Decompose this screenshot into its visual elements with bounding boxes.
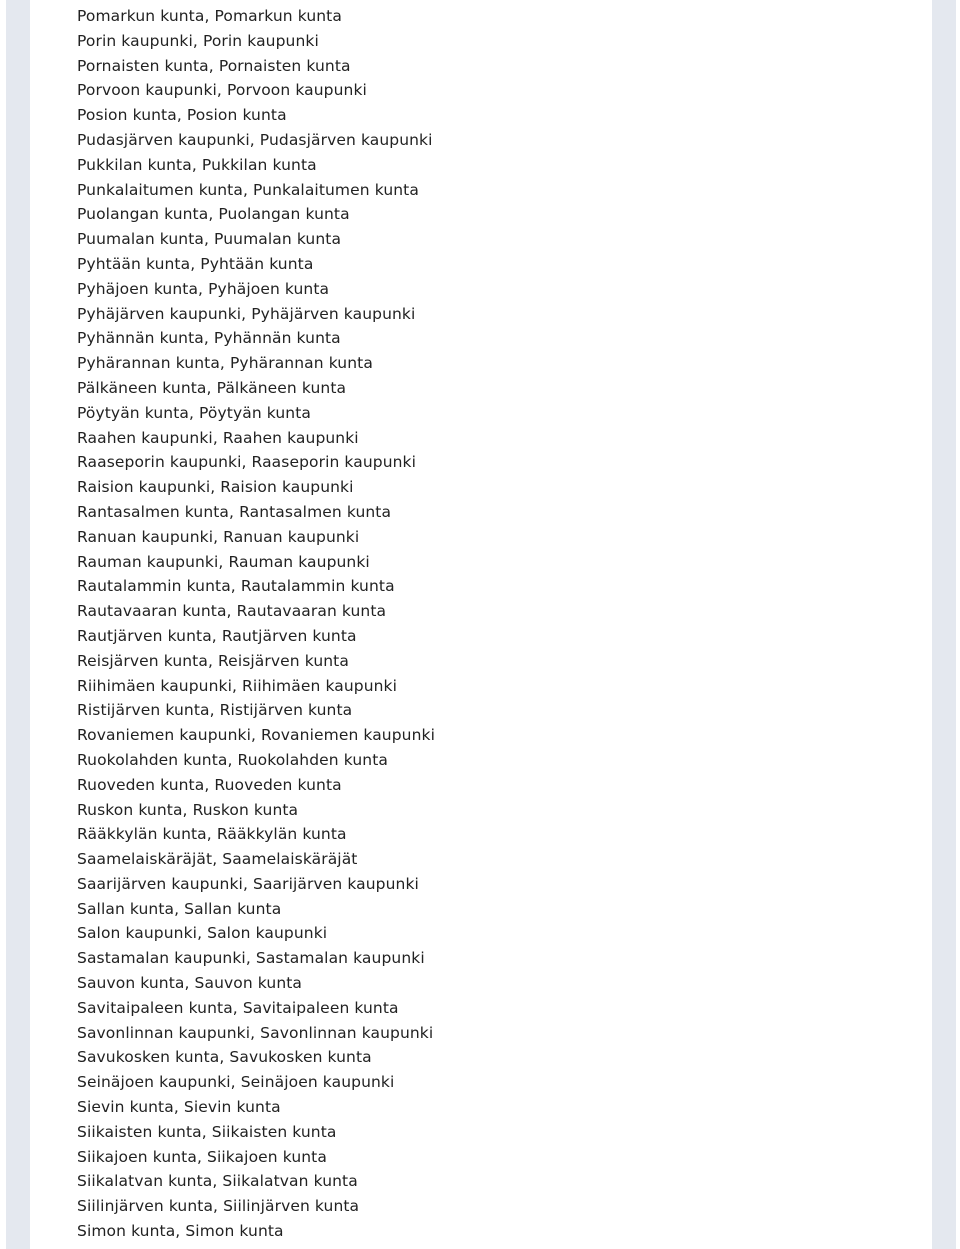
list-item: Siikaisten kunta, Siikaisten kunta	[77, 1122, 337, 1141]
list-item: Savukosken kunta, Savukosken kunta	[77, 1048, 372, 1067]
list-item: Riihimäen kaupunki, Riihimäen kaupunki	[77, 676, 398, 695]
list-item: Pyhännän kunta, Pyhännän kunta	[77, 329, 341, 348]
list-item: Savitaipaleen kunta, Savitaipaleen kunta	[77, 998, 399, 1017]
list-item: Sallan kunta, Sallan kunta	[77, 899, 282, 918]
list-item: Simon kunta, Simon kunta	[77, 1222, 284, 1241]
list-item: Pöytyän kunta, Pöytyän kunta	[77, 403, 311, 422]
list-item: Reisjärven kunta, Reisjärven kunta	[77, 651, 349, 670]
list-item: Ruskon kunta, Ruskon kunta	[77, 800, 299, 819]
list-item: Ristijärven kunta, Ristijärven kunta	[77, 701, 353, 720]
list-item: Pomarkun kunta, Pomarkun kunta	[77, 7, 342, 25]
list-item: Pudasjärven kaupunki, Pudasjärven kaupunki	[77, 130, 433, 149]
list-item: Rautjärven kunta, Rautjärven kunta	[77, 626, 357, 645]
list-item: Porvoon kaupunki, Porvoon kaupunki	[77, 81, 367, 100]
list-item: Ranuan kaupunki, Ranuan kaupunki	[77, 527, 360, 546]
list-item: Pyhtään kunta, Pyhtään kunta	[77, 254, 314, 273]
list-item: Rääkkylän kunta, Rääkkylän kunta	[77, 825, 347, 844]
list-item: Salon kaupunki, Salon kaupunki	[77, 924, 328, 943]
list-item: Raahen kaupunki, Raahen kaupunki	[77, 428, 359, 447]
list-item: Sauvon kunta, Sauvon kunta	[77, 974, 303, 993]
list-item: Raaseporin kaupunki, Raaseporin kaupunki	[77, 453, 417, 472]
left-margin-bar	[6, 0, 30, 1249]
list-item: Pornaisten kunta, Pornaisten kunta	[77, 56, 351, 75]
list-item: Saarijärven kaupunki, Saarijärven kaupunki	[77, 874, 419, 893]
list-item: Porin kaupunki, Porin kaupunki	[77, 31, 319, 50]
list-item: Rautavaaran kunta, Rautavaaran kunta	[77, 602, 387, 621]
list-item: Posion kunta, Posion kunta	[77, 106, 287, 125]
list-item: Pukkilan kunta, Pukkilan kunta	[77, 155, 317, 174]
list-item: Puolangan kunta, Puolangan kunta	[77, 205, 350, 224]
list-item: Savonlinnan kaupunki, Savonlinnan kaupunki	[77, 1023, 434, 1042]
list-item: Punkalaitumen kunta, Punkalaitumen kunta	[77, 180, 419, 199]
list-item: Pyhärannan kunta, Pyhärannan kunta	[77, 354, 373, 373]
municipality-list	[77, 4, 435, 1244]
list-item: Rautalammin kunta, Rautalammin kunta	[77, 577, 395, 596]
right-margin-bar	[932, 0, 956, 1249]
list-item: Siikajoen kunta, Siikajoen kunta	[77, 1147, 327, 1166]
list-item: Rantasalmen kunta, Rantasalmen kunta	[77, 502, 392, 521]
list-item: Sievin kunta, Sievin kunta	[77, 1098, 281, 1117]
list-item: Pyhäjoen kunta, Pyhäjoen kunta	[77, 279, 330, 298]
list-item: Siikalatvan kunta, Siikalatvan kunta	[77, 1172, 358, 1191]
list-item: Siilinjärven kunta, Siilinjärven kunta	[77, 1197, 360, 1216]
list-item: Saamelaiskäräjät, Saamelaiskäräjät	[77, 850, 358, 869]
list-item: Puumalan kunta, Puumalan kunta	[77, 230, 342, 249]
list-item: Rauman kaupunki, Rauman kaupunki	[77, 552, 370, 571]
list-item: Rovaniemen kaupunki, Rovaniemen kaupunki	[77, 726, 436, 745]
list-item: Raision kaupunki, Raision kaupunki	[77, 478, 354, 497]
list-item: Pälkäneen kunta, Pälkäneen kunta	[77, 378, 347, 397]
list-item: Seinäjoen kaupunki, Seinäjoen kaupunki	[77, 1073, 395, 1092]
list-item: Ruoveden kunta, Ruoveden kunta	[77, 775, 342, 794]
list-item: Ruokolahden kunta, Ruokolahden kunta	[77, 750, 388, 769]
list-item: Sastamalan kaupunki, Sastamalan kaupunki	[77, 949, 425, 968]
list-item: Pyhäjärven kaupunki, Pyhäjärven kaupunki	[77, 304, 416, 323]
